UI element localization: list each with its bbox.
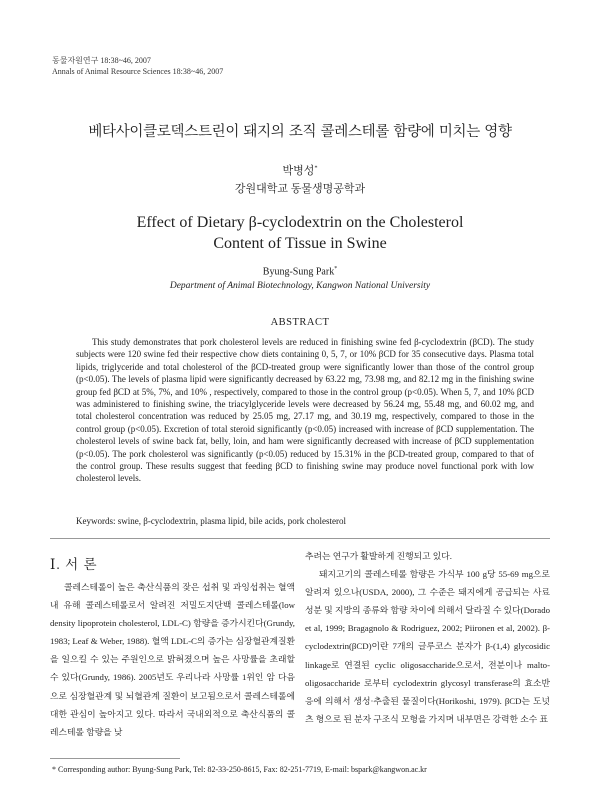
abstract-heading: ABSTRACT [270, 317, 330, 328]
english-affiliation: Department of Animal Biotechnology, Kangwon National University [169, 281, 431, 291]
abstract-text: This study demonstrates that pork cholesterol levels are reduced in finishing swine fed β-cyclodextrin (βCD). The study subjects were 120 swine fed their respective chow diets containing 0, 5, 7, or 10% βCD for 35 consecutive days. Plasma total lipids, triglyceride and total cholesterol of the βCD-treated group were significantly lower than those of the control group (p<0.05). The levels of plasma lipid were significantly decreased by 63.22 mg, 73.98 mg, and 82.12 mg in the finishing swine group fed βCD at 5%, 7%, and 10% , respectively, compared to those in the control group (p<0.05). When 5, 7, and 10% βCD was administered to finishing swine, the triacylglyceride levels were decreased by 56.24 mg, 55.48 mg, and 60.02 mg, and total cholesterol concentration was reduced by 25.05 mg, 27.17 mg, and 30.19 mg, respectively, compared to those in the control group (p<0.05). Excretion of total steroid significantly (p<0.05) increased with increase of βCD supplementation. The cholesterol levels of swine back fat, belly, loin, and ham were significantly decreased with increase of βCD supplementation (p<0.05). The pork cholesterol was significantly (p<0.05) reduced by 15.31% in the βCD-treated group, compared to that of the control group. These results suggest that feeding βCD to finishing swine may produce novel functional pork with low cholesterol levels. [76, 337, 534, 484]
section-divider [50, 538, 550, 539]
footnote-divider [50, 758, 180, 759]
right-column-paragraph-2: 돼지고기의 콜레스테롤 함량은 가식부 100 g당 55-69 mg으로 알려져 있으나(USDA, 2000), 그 수준은 돼지에게 공급되는 사료성분 및 지방의 종류와 함량 차이에 의해서 달라질 수 있다(Dorado et al, 1999; Bragagnolo & Rodriguez, 2002; Piironen et al, 2002). β-cyclodextrin(βCD)이란 7개의 글루코스 분자가 β-(1,4) glycosidic linkage로 연결된 cyclic oligosaccharide으로서, 전분이나 malto-oligosaccharide 로부터 cyclodextrin glycosyl transferase의 효소반응에 의해서 생성·추출된 물질이다(Horikoshi, 1979). βCD는 도넛츠 형으로 된 분자 구조식 모형을 가지며 내부면은 강력한 소수 표 [305, 569, 550, 724]
korean-title: 베타사이클로덱스트린이 돼지의 조직 콜레스테롤 함량에 미치는 영향 [88, 124, 512, 140]
journal-header-korean: 동물자원연구 18:38~46, 2007 [52, 56, 151, 65]
keywords: Keywords: swine, β-cyclodextrin, plasma lipid, bile acids, pork cholesterol [76, 516, 347, 526]
korean-author-mark: * [314, 165, 318, 172]
korean-affiliation: 강원대학교 동물생명공학과 [234, 183, 366, 195]
english-author [0, 266, 600, 277]
english-title-line-2: Content of Tissue in Swine [213, 235, 387, 252]
english-author-name: Byung-Sung Park [262, 266, 335, 278]
english-title-line-1: Effect of Dietary β-cyclodextrin on the Cholesterol [136, 214, 464, 231]
right-column-paragraph-1: 추려는 연구가 활발하게 진행되고 있다. [305, 551, 452, 561]
abstract-body [76, 336, 534, 485]
left-column-text: 콜레스테롤이 높은 축산식품의 잦은 섭취 및 과잉섭취는 혈액 내 유해 콜레스테롤로서 알려진 저밀도지단백 콜레스테롤(low density lipoprotein cholesterol, LDL-C) 함량을 증가시킨다(Grundy, 1983; Leaf & Weber, 1988). 혈액 LDL-C의 증가는 심장혈관계질환을 일으킬 수 있는 주원인으로 밝혀졌으며 높은 사망률을 초래할 수 있다(Grundy, 1986). 2005년도 우리나라 사망률 1위인 암 다음으로 심장혈관계 및 뇌혈관계 질환이 보고됨으로서 콜레스테롤에 대한 관심이 높아지고 있다. 따라서 국내외적으로 축산식품의 콜레스테롤 함량을 낮 [50, 582, 295, 737]
journal-header [52, 55, 223, 77]
english-author-mark: * [334, 266, 338, 272]
korean-author-name: 박병성 [282, 165, 315, 177]
english-title [0, 212, 600, 254]
section-title: Ⅰ. 서 론 [50, 557, 98, 572]
journal-header-english: Annals of Animal Resource Sciences 18:38~46, 2007 [52, 67, 224, 76]
left-column [50, 578, 295, 741]
footnote: * Corresponding author: Byung-Sung Park, Tel: 82-33-250-8615, Fax: 82-251-7719, E-mail: bspark@kangwon.ac.kr [52, 765, 427, 774]
korean-author [0, 162, 600, 178]
right-column [305, 547, 550, 728]
